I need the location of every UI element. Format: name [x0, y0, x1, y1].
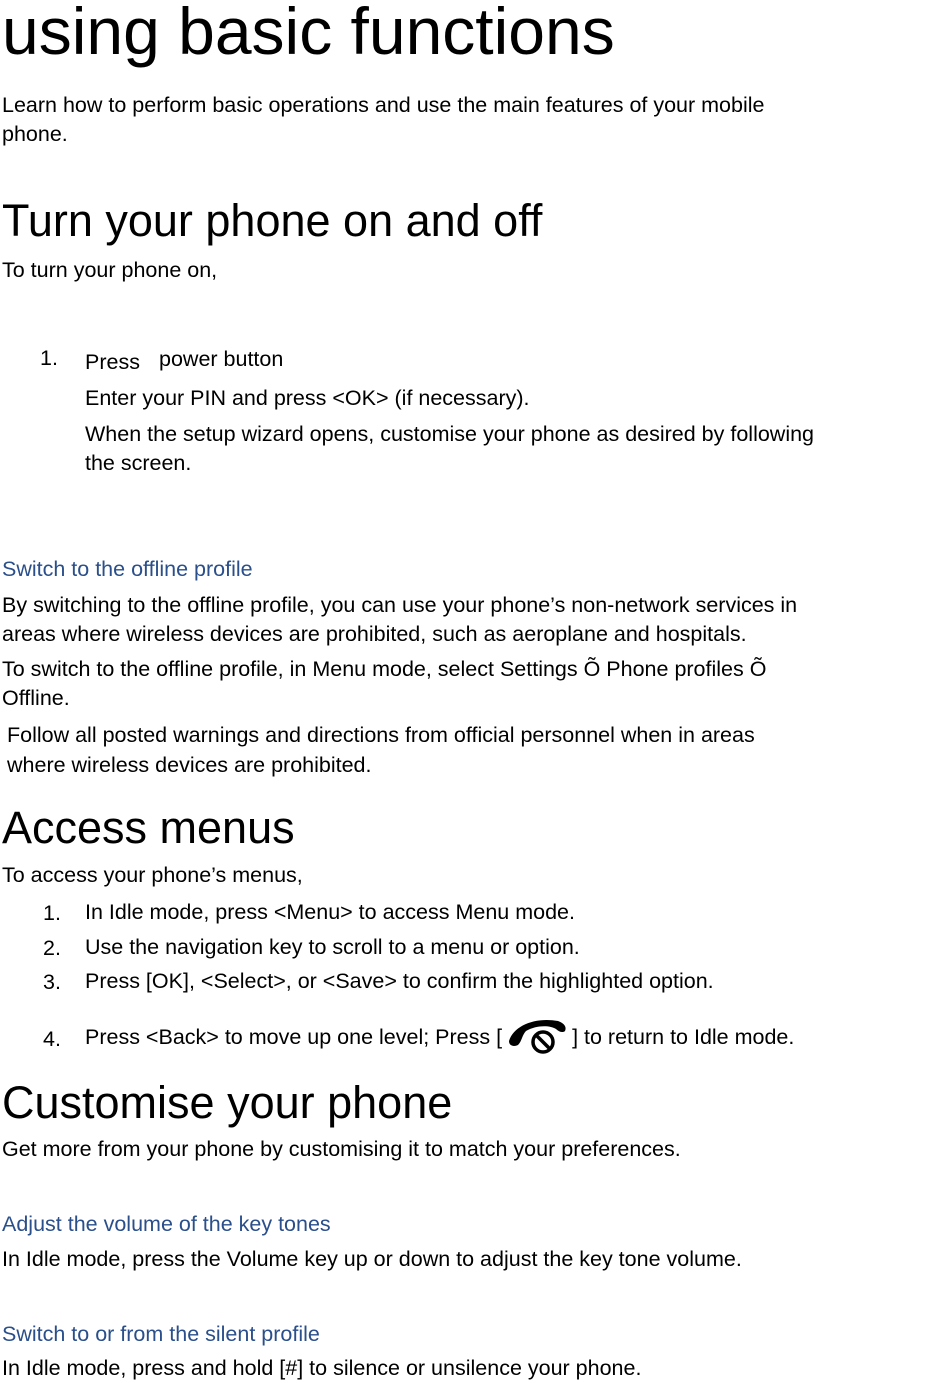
- subheading-offline-profile: Switch to the offline profile: [2, 557, 253, 581]
- page-title: using basic functions: [2, 0, 615, 68]
- access-step-3-number: 3.: [43, 970, 61, 994]
- intro-line-1: Learn how to perform basic operations and use the main features of your mobile: [2, 93, 765, 117]
- access-step-4-text: [85, 1004, 794, 1070]
- offline-p1-line-2: areas where wireless devices are prohibited, such as aeroplane and hospitals.: [2, 622, 747, 646]
- offline-p1-line-1: By switching to the offline profile, you can use your phone’s non-network services in: [2, 593, 798, 617]
- access-step-1-text: In Idle mode, press <Menu> to access Menu mode.: [85, 900, 575, 924]
- customise-lead: Get more from your phone by customising it to match your preferences.: [2, 1137, 681, 1161]
- offline-warning-line-2: where wireless devices are prohibited.: [7, 753, 372, 777]
- access-step-2-text: Use the navigation key to scroll to a menu or option.: [85, 935, 580, 959]
- subheading-key-tones: Adjust the volume of the key tones: [2, 1212, 331, 1236]
- key-tones-text: In Idle mode, press the Volume key up or down to adjust the key tone volume.: [2, 1247, 742, 1271]
- subheading-silent-profile: Switch to or from the silent profile: [2, 1322, 320, 1346]
- silent-profile-text: In Idle mode, press and hold [#] to silence or unsilence your phone.: [2, 1356, 642, 1380]
- offline-p2-line-1: To switch to the offline profile, in Menu mode, select Settings Õ Phone profiles Õ: [2, 657, 767, 681]
- intro-line-2: phone.: [2, 122, 68, 146]
- access-step-4-text-after: ] to return to Idle mode.: [572, 1025, 795, 1049]
- turn-on-lead: To turn your phone on,: [2, 258, 218, 282]
- turn-on-step-1-number: 1.: [40, 346, 58, 370]
- access-step-2-number: 2.: [43, 936, 61, 960]
- access-step-4-text-before: Press <Back> to move up one level; Press [: [85, 1025, 503, 1049]
- access-lead: To access your phone’s menus,: [2, 863, 303, 887]
- turn-on-step-1-text: power button: [159, 347, 284, 371]
- access-step-4-number: 4.: [43, 1027, 61, 1051]
- section-heading-access-menus: Access menus: [2, 802, 295, 853]
- end-call-icon: [506, 1015, 568, 1061]
- offline-p2-line-2: Offline.: [2, 686, 70, 710]
- section-heading-turn-on: Turn your phone on and off: [2, 195, 543, 246]
- turn-on-step-3-line-1: When the setup wizard opens, customise your phone as desired by following: [85, 422, 815, 446]
- turn-on-step-3-line-2: the screen.: [85, 451, 192, 475]
- section-heading-customise: Customise your phone: [2, 1077, 453, 1128]
- turn-on-step-2: Enter your PIN and press <OK> (if necessary).: [85, 386, 530, 410]
- offline-warning-line-1: Follow all posted warnings and directions from official personnel when in areas: [7, 723, 755, 747]
- access-step-1-number: 1.: [43, 901, 61, 925]
- turn-on-step-1-press: Press: [85, 350, 140, 374]
- access-step-3-text: Press [OK], <Select>, or <Save> to confirm the highlighted option.: [85, 969, 714, 993]
